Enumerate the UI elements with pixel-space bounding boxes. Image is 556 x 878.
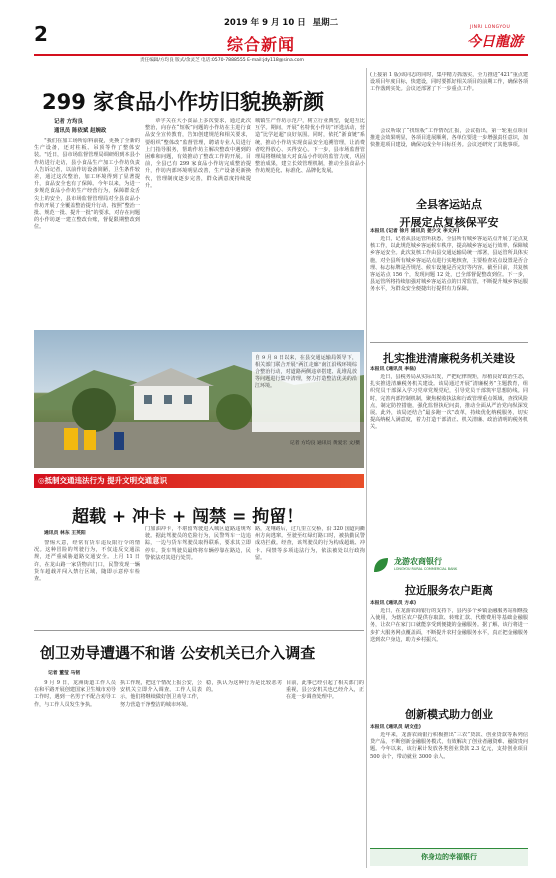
article7-col1: 9 月 9 日，龙洲街道工作人员在和平路开展创建国家卫生城市劝导工作时，遇到一名男子不配合劝导工作，与工作人员发生争执。 (34, 680, 116, 708)
weekday-text: 星期二 (312, 18, 339, 28)
bank-ad-footer (370, 848, 528, 866)
article4-title: 拉近服务农户距离 (405, 584, 493, 597)
masthead-rule (34, 54, 528, 56)
traffic-banner (34, 474, 364, 488)
article1-title: 299 家食品小作坊旧貌换新颜 (42, 90, 325, 114)
bank-logo-text: 龙游农商银行 (394, 557, 442, 566)
article5-byline: 本报讯 (通讯员 胡文佳) (370, 725, 421, 730)
article7-col2: 执工作现，把这个情况上报公安，公安机关立即介入调查。工作人员表示，他们将继续做好创卫劝导工作，努力营造干净整洁的城市环境。 (120, 680, 202, 708)
right-top-col1: (上接第 1 版)该同志的同时，集中精力抓落实，全力推进“421”重点建设项目年度目标，快建设，同时要抓好相关项目的前期工作，确保各项工作落到实处。会议还部署了下一步重点工作。 (370, 72, 528, 93)
article5-body: 近年来，龙游农商银行积极推出“三农”贷款、创业贷款等系列信贷产品，不断创新金融服务模式，有效解决了创业者融资难、融资贵问题。今年以来，该行累计发放各类创业贷款 2.3 亿元，支持创业项目 500 余个，带动就业 3000 余人。 (370, 732, 528, 760)
article5-title: 创新模式助力创业 (405, 708, 493, 721)
article6-col3: 路，龙翔路后，过九里立交桥，沿 320 国道向衢州方向逃窜。至驶至红绿灯路口时，被执勤民警成功拦截。经查，该驾驶员的行为构成超载、冲卡、闯禁等多项违法行为，依法被处以行政拘留。 (255, 526, 365, 561)
article1-col3: 城镇生产作坊示范户，树立行业典型，促进互比互学。期间，开展“名特优小作坊”评选活动，营造“比学赶超”良好氛围。同时，依托“浙食链”系统，推动小作坊实现食品安全追溯管理，让消费者吃得放心、买得安心。下一步，县市场监督管理局将继续加大对食品小作坊的监管力度，巩固整治成果，建立长效管理机制，推动全县食品小作坊规范化、标准化、品牌化发展。 (255, 118, 365, 175)
article2-title-line2: 开展定点复核保平安 (399, 216, 499, 229)
article6-title: 超载 + 冲卡 + 闯禁 = 拘留！ (72, 507, 304, 527)
article3-body: 近日，县税务局从实际出发，严把纪律规矩，厚植良好政治生态，扎实推进清廉税务机关建设。该局通过开展“清廉税务”主题教育，组织党员干部深入学习党章党规党纪，引导党员干部筑牢思想防线。同时，完善内部控制机制，聚焦税收执法和行政管理重点领域，查找风险点，制定防控措施，强化监督执纪问责，推动全面从严治党向纵深发展。此外，该局还结合“最多跑一次”改革，持续优化纳税服务，切实提高纳税人满意度，着力打造干部清正、机关清廉、政治清明的税务机关。 (370, 374, 528, 431)
section-title: 综合新闻 (227, 35, 296, 54)
editor-line: 责任编辑/方均良 版式/余灵芝 电话:0570-7888555 E-mail:jdy118@sina.com (140, 58, 305, 63)
photo-caption-box (252, 352, 360, 432)
photo-caption: 自 9 月 8 日以来，在县交通运输局领导下，相关部门联合开展“两江走廊”南江沿线环境综合整治行动，对道路两侧违章搭建、乱堆乱放等问题进行集中清理，努力打造整洁优美的沿江环境。 (255, 355, 357, 389)
date-text: 2019 年 9 月 10 日 (224, 18, 306, 28)
bank-leaf-icon (372, 556, 390, 574)
article1-col1: "我们在加工场所原料前提，更换了全新的生产设备，还对柱板、吊顶等作了整体安装。"近日，县市场监督管理局调研组到本县小作坊进行走访，县小食品生产加工小作坊负责人告诉记者，以前作坊设备简陋，卫生条件较差，通过这次整治，加工环境得到了显著提升，食品安全也有了保障。今年以来，为进一步规范食品小作坊生产经营行为，保障群众舌尖上的安全，县市场监督管理局对全县食品小作坊开展了全覆盖整治提升行动，按照“整治一批、规范一批、提升一批”的要求，对存在问题的小作坊逐一建立整改台账，督促限期整改到位。 (34, 138, 140, 231)
article3-byline: 本报讯 (通讯员 李翁) (370, 367, 417, 372)
article7-col3: 稳，执认为这种行为是比较恶劣的。 (206, 680, 282, 694)
article6-col1: 警惕大意，经常有货车违反限行令的情况。这种冒险的驾驶行为，不仅违反交通法规，还严重威胁道路交通安全。上月 11 日许，在龙山路一家货物店门口，民警发现一辆货车超载并闯入禁行区域，随即示意停车检查。 (34, 540, 140, 583)
bank-logo (370, 554, 528, 576)
paper-logo: 今日龍游 (467, 34, 523, 50)
article6-col2: 门加油冲卡，不堪留驾驶进入城区道路违规驾驶。据此驾驶员的危险行为，民警驾车一边追踪，一边与货车驾驶员取得联系，要求其立即停车。货车驾驶员最终将车辆停靠在路边，民警依法对其进行处罚。 (145, 526, 251, 561)
bank-logo-sub: LONGYOU RURAL COMMERCIAL BANK (394, 567, 458, 571)
article3-title: 扎实推进清廉税务机关建设 (383, 352, 515, 365)
article1-reporter: 记者 方均良 (54, 119, 83, 125)
paper-pinyin: JINRI LONGYOU (470, 25, 511, 30)
page-number: 2 (34, 22, 48, 46)
article4-byline: 本报讯 (通讯员 方卓) (370, 601, 417, 606)
column-divider (366, 68, 367, 868)
photo-credit: 记者 方均良 通讯员 黄爱宏 文/摄 (289, 441, 360, 446)
article3-rule (370, 342, 528, 343)
article7-title: 创卫劝导遭遇不和谐 公安机关已介入调查 (40, 644, 316, 662)
masthead (0, 0, 556, 62)
article1-col2: 章字关在大小食品上多次要求，通过此次整治，向存在“短板”问题的小作坊在主进行食品安全宣传教育，告知创建规范和相关要求，要组织“整体改”监督管理，聘请专业人员进行上门指导服务，帮助作坊主解决整改中遇到的困难和问题，有效推动了整改工作的开展。目前，全县已有 299 家食品小作坊完成整治提升，作坊内部环境明显改善，生产设备更新换代，管理制度逐步完善，群众满意度持续提升。 (145, 118, 251, 189)
article7-col4: 目前，此事已经引起了相关部门的重视，县公安机关也已经介入，正在进一步调查处理中。 (286, 680, 364, 701)
issue-date (224, 16, 338, 28)
article2-body: 近日，记者从县运管所获悉，全县所有城乡客运站点开展了定点复核工作，以此规范城乡客运候车秩序，提高城乡客运运行效率，保障城乡客运安全。此次复核工作由县交通运输局统一部署，县运管所具体实施，对全县所有城乡客运站点进行实地核查，主要检查站点设置是否合理、标志标牌是否规范、候车设施是否完好等内容。截至目前，共复核客运站点 156 个，发现问题 12 处，已全部督促整改到位。下一步，县运管所将持续加强对城乡客运站点的日常监管，不断提升城乡客运服务水平，为群众安全便捷出行提供有力保障。 (370, 236, 528, 293)
article7-byline: 记者 董莹 马韧 (48, 671, 81, 676)
article4-body: 近日，在龙游农商银行的支持下，县内多个乡镇金融服务站相继投入使用，为辖区农户提供存取款、转账汇款、代缴费用等基础金融服务，让农户在家门口就能享受到便捷的金融服务。据了解，该行将进一步扩大服务网点覆盖面，不断提升农村金融服务水平，真正把金融服务送到农户身边，助力乡村振兴。 (370, 608, 528, 643)
article6-byline: 通讯员 林东 王英阳 (44, 531, 86, 536)
article2-byline: 本报讯 (记者 徐月 通讯员 姜少文 李文卉) (370, 229, 460, 234)
article1-correspondent: 通讯员 陈依斌 赵婉政 (54, 128, 107, 134)
right-top-col2: 会议听取了“找短板”工作情况汇报，会议指出，第一轮重点项目推进会效果明显，各项目进展顺利，各单位要进一步增强责任意识，加快推进项目建设，确保完成全年目标任务。会议还研究了其他事项。 (370, 128, 528, 149)
article2-title-block (370, 196, 528, 230)
article7-rule (34, 630, 364, 631)
banner-label: ◎抵制交通违法行为 提升文明交通意识 (38, 476, 168, 485)
article2-title-line1: 全县客运站点 (416, 198, 482, 211)
ad-slogan: 你身边的幸福银行 (421, 853, 477, 861)
